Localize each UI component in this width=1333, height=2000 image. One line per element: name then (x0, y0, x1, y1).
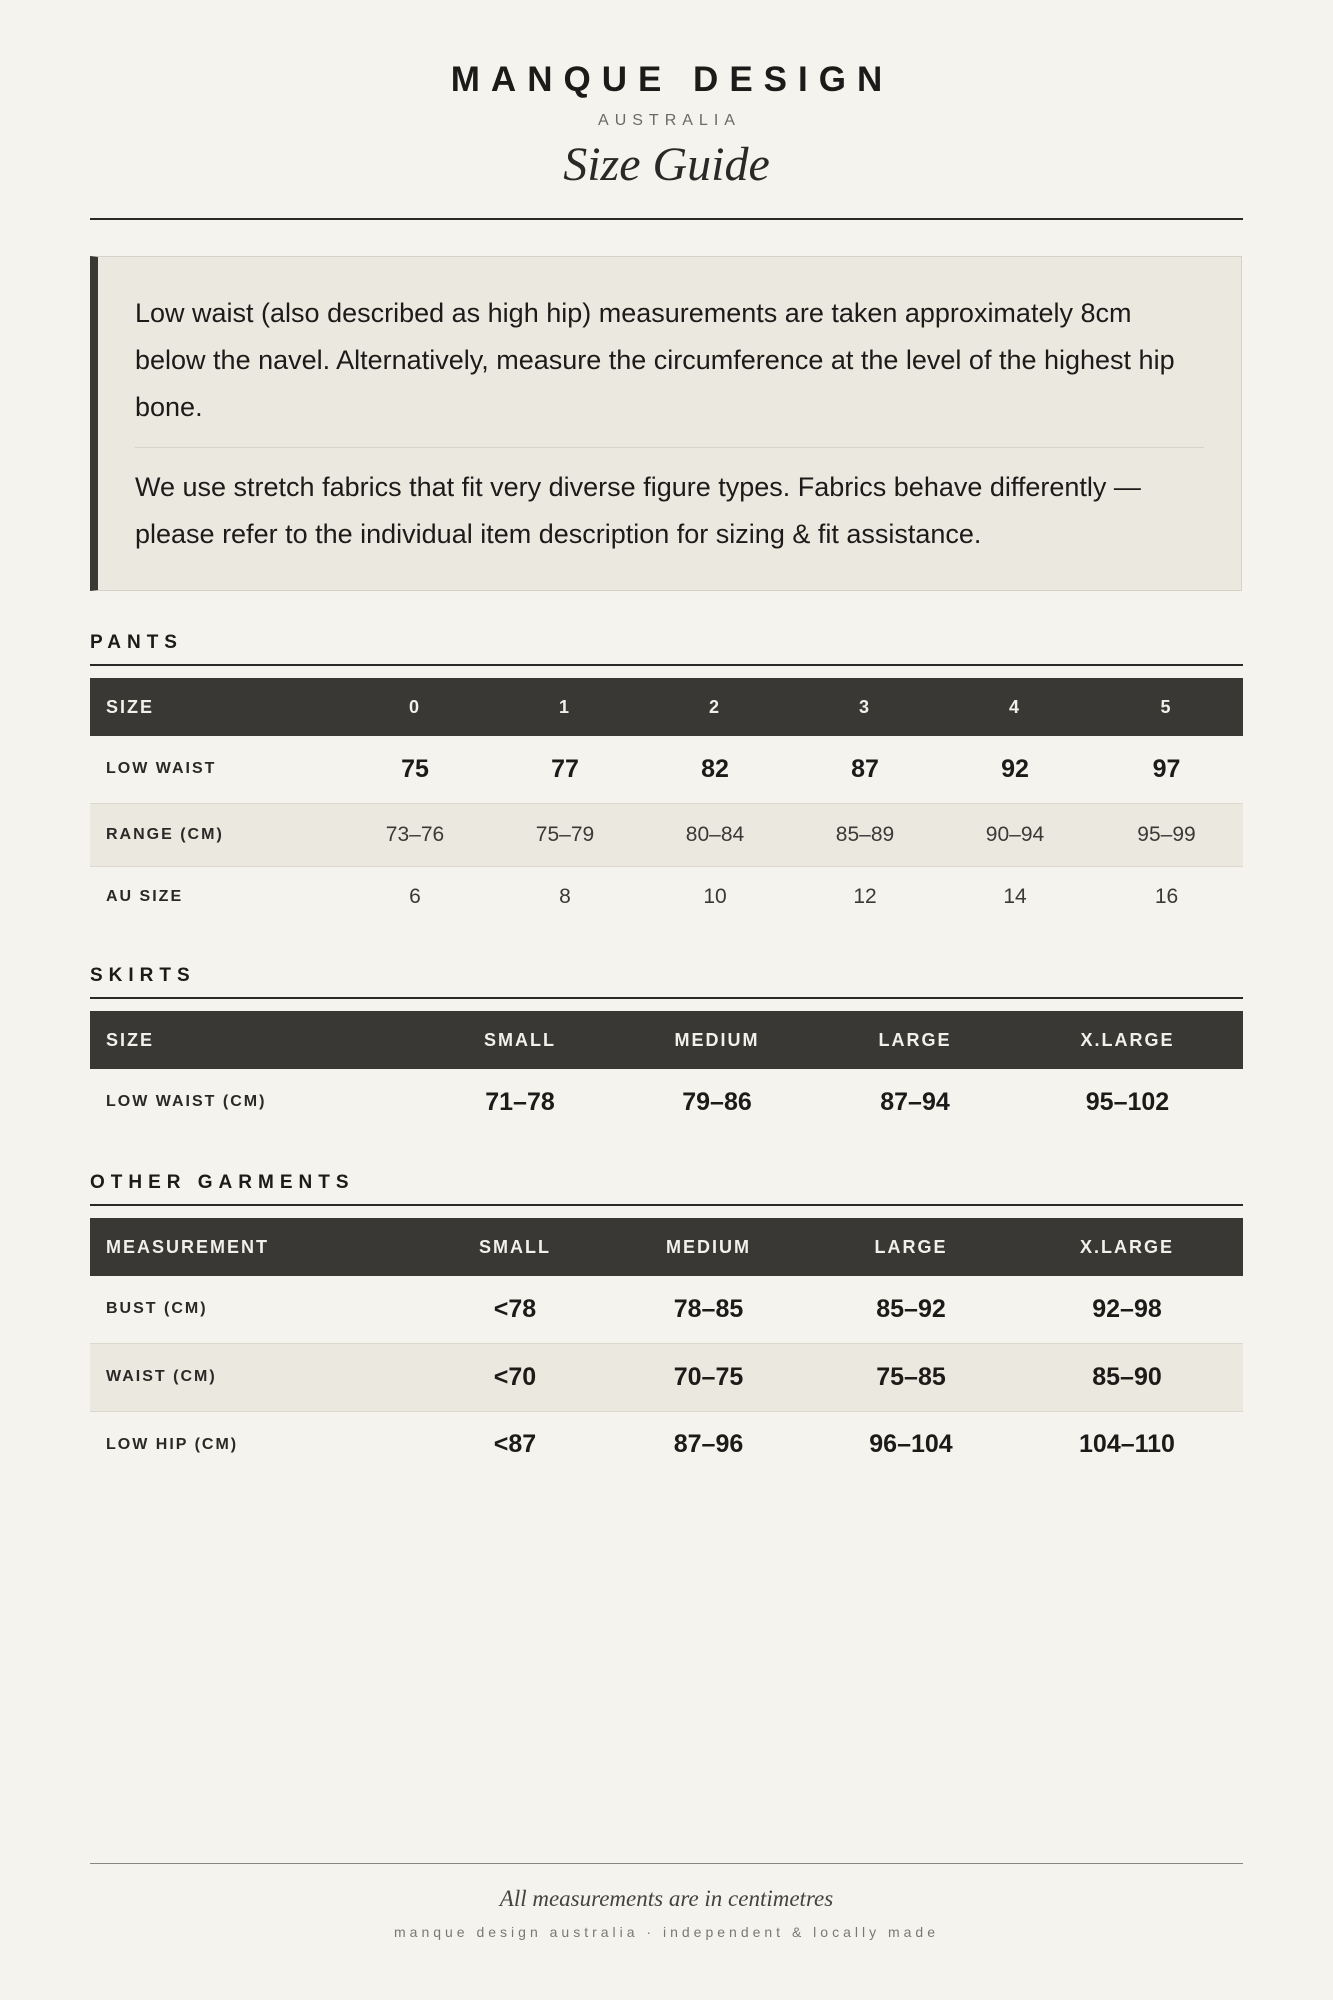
table-cell: <78 (424, 1276, 606, 1343)
page-title: Size Guide (563, 138, 770, 191)
footer-divider (90, 1863, 1243, 1864)
table-cell: 75–85 (811, 1343, 1011, 1411)
pants-col-header: 0 (340, 678, 490, 736)
skirts-table (90, 1011, 1243, 1135)
row-label: LOW HIP (CM) (106, 1435, 239, 1453)
table-cell: 87–94 (880, 1087, 950, 1116)
other-section-title: OTHER GARMENTS (90, 1172, 355, 1193)
table-cell: 10 (703, 885, 727, 909)
table-cell: 73–76 (340, 803, 490, 866)
row-label: WAIST (CM) (90, 1343, 424, 1411)
table-cell: 71–78 (485, 1087, 555, 1116)
table-cell: 80–84 (640, 803, 790, 866)
header-divider (90, 218, 1243, 220)
row-label: BUST (CM) (90, 1276, 424, 1343)
table-cell: 79–86 (682, 1087, 752, 1116)
note-paragraph-2: We use stretch fabrics that fit very diverse figure types. Fabrics behave differently — please refer to the individual item description for sizing & fit assistance. (135, 472, 1141, 549)
table-cell: 14 (1003, 885, 1027, 909)
footer-note: All measurements are in centimetres (499, 1886, 834, 1911)
table-cell: 95–102 (1085, 1087, 1170, 1116)
pants-table (90, 678, 1243, 928)
table-cell: <70 (424, 1343, 606, 1411)
table-cell: 92–98 (1011, 1276, 1243, 1343)
skirts-col-header: MEDIUM (616, 1011, 818, 1069)
pants-col-header: 3 (790, 678, 940, 736)
row-label: AU SIZE (106, 888, 184, 906)
pants-col-header: 4 (940, 678, 1090, 736)
table-cell: <87 (493, 1430, 537, 1459)
table-cell: 95–99 (1090, 803, 1243, 866)
table-row (90, 803, 1243, 866)
brand-subtitle: AUSTRALIA (598, 112, 741, 129)
table-cell: 82 (640, 736, 790, 803)
table-cell: 6 (409, 885, 421, 909)
footer-tagline: manque design australia · independent & locally made (394, 1924, 939, 1940)
skirts-col-header: SIZE (90, 1011, 424, 1069)
brand-name: MANQUE DESIGN (450, 60, 894, 99)
pants-col-header: SIZE (90, 678, 340, 736)
other-col-header: LARGE (811, 1218, 1011, 1276)
row-label: LOW WAIST (CM) (106, 1093, 267, 1110)
table-cell: 97 (1090, 736, 1243, 803)
table-row (90, 1276, 1243, 1343)
skirts-col-header: X.LARGE (1012, 1011, 1243, 1069)
table-cell: 85–90 (1011, 1343, 1243, 1411)
row-label: LOW WAIST (90, 736, 340, 803)
table-row (90, 866, 1243, 928)
table-cell: 77 (490, 736, 640, 803)
skirts-col-header: SMALL (424, 1011, 616, 1069)
table-cell: 90–94 (940, 803, 1090, 866)
table-cell: 8 (559, 885, 571, 909)
skirts-section-title: SKIRTS (90, 965, 196, 986)
table-cell: 87 (790, 736, 940, 803)
info-note (90, 256, 1242, 591)
other-col-header: MEDIUM (606, 1218, 811, 1276)
note-paragraph-1: Low waist (also described as high hip) measurements are taken approximately 8cm below the navel. Alternatively, measure the circumference at the level of the highest hip bone. (135, 298, 1175, 422)
table-cell: 92 (940, 736, 1090, 803)
note-divider (135, 447, 1204, 448)
pants-header-row (90, 678, 1243, 736)
skirts-col-header: LARGE (818, 1011, 1012, 1069)
other-garments-table (90, 1218, 1243, 1478)
table-cell: 87–96 (673, 1430, 744, 1459)
table-cell: 85–92 (811, 1276, 1011, 1343)
table-cell: 104–110 (1079, 1430, 1175, 1459)
table-cell: 85–89 (790, 803, 940, 866)
pants-col-header: 5 (1090, 678, 1243, 736)
skirts-section-rule (90, 997, 1243, 999)
table-cell: 75–79 (490, 803, 640, 866)
table-cell: 16 (1154, 885, 1179, 909)
pants-col-header: 1 (490, 678, 640, 736)
row-label: RANGE (CM) (90, 803, 340, 866)
table-row (90, 736, 1243, 803)
table-cell: 75 (340, 736, 490, 803)
other-col-header: X.LARGE (1011, 1218, 1243, 1276)
other-header-row (90, 1218, 1243, 1276)
skirts-header-row (90, 1011, 1243, 1069)
table-cell: 70–75 (606, 1343, 811, 1411)
table-row (90, 1343, 1243, 1411)
other-section-rule (90, 1204, 1243, 1206)
pants-section-rule (90, 664, 1243, 666)
table-row (90, 1411, 1243, 1478)
table-cell: 96–104 (869, 1430, 953, 1459)
header (0, 0, 1333, 195)
table-cell: 78–85 (606, 1276, 811, 1343)
table-cell: 12 (853, 885, 877, 909)
pants-col-header: 2 (640, 678, 790, 736)
pants-section-title: PANTS (90, 632, 183, 653)
table-row (90, 1069, 1243, 1135)
other-col-header: SMALL (424, 1218, 606, 1276)
other-col-header: MEASUREMENT (90, 1218, 424, 1276)
